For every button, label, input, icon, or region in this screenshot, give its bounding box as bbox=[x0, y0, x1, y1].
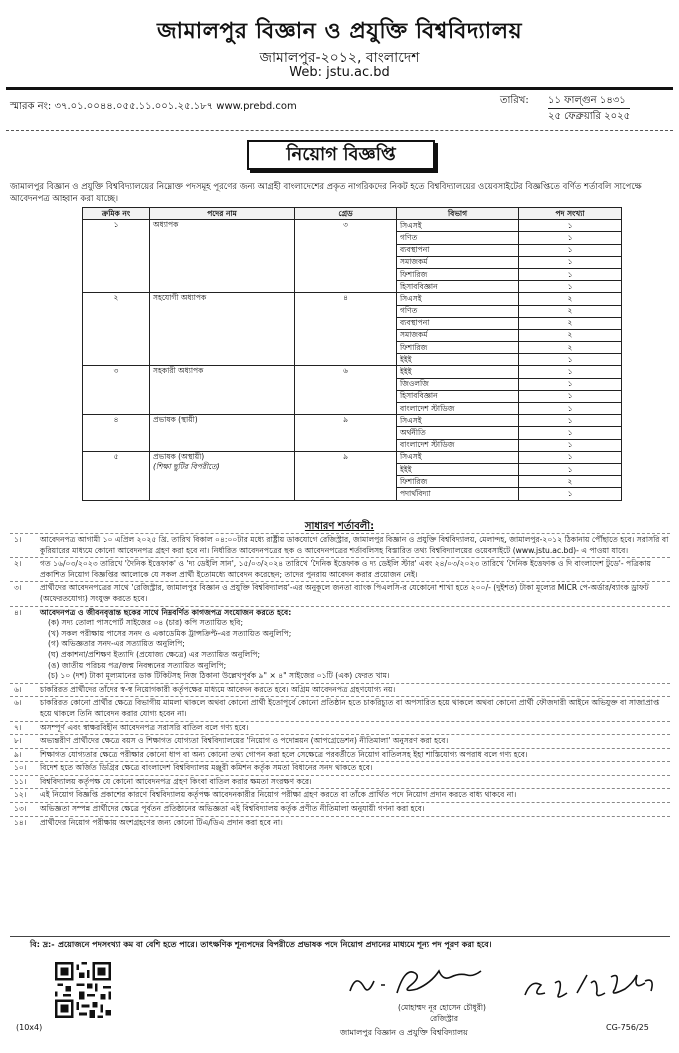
condition-item bbox=[10, 802, 670, 816]
col-header-post: পদের নাম bbox=[150, 208, 295, 220]
post-name: অধ্যাপক bbox=[153, 220, 179, 230]
condition-item bbox=[10, 734, 670, 748]
cell-post-count: ১ bbox=[519, 378, 622, 390]
condition-text: শিক্ষাগত যোগ্যতার ক্ষেত্রে পরীক্ষার কোনো ধাপ বা অন্য কোনো তথ্য গোপন করা হলে সেক্ষেত্রে পরবর্তীতে নিয়োগ বাতিলসহ ইহা শাস্তিযোগ্য অপরাধ বলে গণ্য হবে। bbox=[40, 749, 528, 759]
handwritten-signature bbox=[345, 963, 665, 1003]
cell-post-count: ১ bbox=[519, 244, 622, 256]
condition-subitem: (ঘ) প্রকাশনা/প্রশিক্ষণ ইত্যাদি (প্রযোজ্য ক্ষেত্রে) এর সত্যায়িত অনুলিপি; bbox=[48, 649, 261, 659]
cell-sl: ৫ bbox=[83, 451, 150, 500]
note-label: বি: দ্র:- bbox=[30, 940, 55, 949]
cell-grade: ৯ bbox=[295, 415, 397, 452]
condition-number: ১৩। bbox=[14, 804, 27, 814]
condition-number: ৬। bbox=[14, 684, 22, 694]
note bbox=[10, 936, 670, 951]
post-name: প্রভাষক (অস্থায়ী) bbox=[153, 451, 205, 461]
post-name: সহকারী অধ্যাপক bbox=[153, 366, 204, 376]
cell-department: ফিশারিজ bbox=[397, 268, 519, 280]
post-note: (শিক্ষা ছুটির বিপরীতে) bbox=[153, 461, 220, 471]
condition-text: এই নিয়োগ বিজ্ঞপ্তি প্রকাশের কারণে বিশ্ববিদ্যালয় কর্তৃপক্ষ আবেদনকারীর নিয়োগ পরীক্ষা গ্রহণ করতে বা তাঁকে প্রার্থিত পদে নিয়োগ প্রদান করতে বাধ্য থাকবে না। bbox=[40, 790, 517, 800]
condition-number: ১। bbox=[14, 535, 22, 544]
condition-text: আবেদনপত্র ও জীবনবৃত্তান্ত ছকের সাথে নিম্নবর্ণিত কাগজপত্র সংযোজন করতে হবে: bbox=[40, 607, 292, 617]
cell-department: সমাজকর্ম bbox=[397, 256, 519, 268]
condition-number: ১০। bbox=[14, 763, 27, 773]
signatory-organization: জামালপুর বিজ্ঞান ও প্রযুক্তি বিশ্ববিদ্যালয় bbox=[340, 1028, 468, 1037]
cell-department: ইইই bbox=[397, 354, 519, 366]
cell-sl: ১ bbox=[83, 220, 150, 293]
condition-text: চাকরিরত কোনো প্রার্থীর ক্ষেত্রে বিভাগীয় মামলা থাকলে অথবা কোনো প্রার্থী ইতোপূর্বে কোনো প্রতিষ্ঠান হতে চাকরিচ্যুত বা অপসারিত হয়ে থাকলে অথবা কোনো প্রার্থী ফৌজদারী আইনে অভিযুক্ত বা সাজাপ্রাপ্ত হয়ে থাকলে তিনি আবেদন করার যোগ্য হবেন না। bbox=[40, 698, 660, 718]
cell-post-count: ১ bbox=[519, 439, 622, 451]
cell-department: ইইই bbox=[397, 366, 519, 378]
cell-post-count: ১ bbox=[519, 232, 622, 244]
cell-post-count: ১ bbox=[519, 354, 622, 366]
cell-department: সমাজকর্ম bbox=[397, 329, 519, 341]
cell-post bbox=[150, 293, 295, 366]
condition-text: আবেদনপত্র আগামী ১০ এপ্রিল ২০২৫ খ্রি. তারিখ বিকাল ০৪:০০টার মধ্যে রাষ্ট্রীয় ডাকযোগে রেজিস্ট্রার, জামালপুর বিজ্ঞান ও প্রযুক্তি বিশ্ববিদ্যালয়, মেলান্দহ, জামালপুর-২০১২ ঠিকানায় পৌঁছাতে হবে। সরাসরি বা কুরিয়ারের মাধ্যমে কোনো আবেদনপত্র গ্রহণ করা হবে না। নির্ধারিত আবেদনপত্রের ছক ও আবেদনপত্রের শর্তাবলিসহ বিস্তারিত তথ্য বিশ্ববিদ্যালয়ের ওয়েবসাইটে (www.jstu.ac.bd)- এ পাওয়া যাবে। bbox=[40, 535, 669, 555]
cell-department: গণিত bbox=[397, 305, 519, 317]
posts-table bbox=[82, 207, 622, 501]
condition-item bbox=[10, 557, 670, 581]
condition-text: প্রার্থীদের আবেদনপত্রের সাথে 'রেজিস্ট্রার, জামালপুর বিজ্ঞান ও প্রযুক্তি বিশ্ববিদ্যালয়'-এর অনুকূলে জনতা ব্যাংক পিএলসি-র যেকোনো শাখা হতে ২০০/- (দুইশত) টাকা মূল্যের MICR পে-অর্ডার/ব্যাংক ড্রাফট (অফেরতযোগ্য) সংযুক্ত করতে হবে। bbox=[40, 583, 649, 603]
cell-post-count: ১ bbox=[519, 366, 622, 378]
post-name: সহযোগী অধ্যাপক bbox=[153, 293, 207, 303]
cell-post-count: ১ bbox=[519, 427, 622, 439]
cell-department: পদার্থবিদ্যা bbox=[397, 488, 519, 500]
cell-sl: ৪ bbox=[83, 415, 150, 452]
date-block bbox=[500, 93, 631, 124]
cell-department: ব্যবস্থাপনা bbox=[397, 317, 519, 329]
condition-number: ৪। bbox=[14, 607, 22, 617]
condition-number: ৯। bbox=[14, 749, 22, 759]
condition-subitem: (ক) সদ্য তোলা পাসপোর্ট সাইজের ০৪ (চার) কপি সত্যায়িত ছবি; bbox=[48, 618, 244, 628]
header-divider bbox=[6, 87, 673, 90]
cell-grade: ৯ bbox=[295, 451, 397, 500]
cell-post bbox=[150, 220, 295, 293]
condition-number: ২। bbox=[14, 559, 22, 569]
cell-department: অর্থনীতি bbox=[397, 427, 519, 439]
cell-grade: ৬ bbox=[295, 366, 397, 415]
cell-post-count: ১ bbox=[519, 451, 622, 463]
cell-department: বাংলাদেশ স্টাডিজ bbox=[397, 439, 519, 451]
col-header-department: বিভাগ bbox=[397, 208, 519, 220]
cell-post-count: ২ bbox=[519, 342, 622, 354]
qr-code-icon bbox=[55, 962, 111, 1018]
conditions-list bbox=[10, 533, 670, 829]
table-header-row bbox=[83, 208, 622, 220]
cell-post-count: ১ bbox=[519, 390, 622, 402]
ad-size-tag: (10x4) bbox=[16, 1023, 43, 1032]
cell-department: সিএসই bbox=[397, 415, 519, 427]
condition-number: ১৪। bbox=[14, 817, 27, 827]
cell-department: সিএসই bbox=[397, 220, 519, 232]
condition-item bbox=[10, 816, 670, 830]
cell-post-count: ২ bbox=[519, 476, 622, 488]
cell-post-count: ১ bbox=[519, 281, 622, 293]
condition-item bbox=[10, 683, 670, 697]
signatory-designation: রেজিস্ট্রার bbox=[430, 1014, 459, 1023]
condition-item bbox=[10, 696, 670, 720]
intro-paragraph: জামালপুর বিজ্ঞান ও প্রযুক্তি বিশ্ববিদ্যালয়ের নিম্নোক্ত পদসমূহ পূরণের জন্য আগ্রহী বাংলাদেশের প্রকৃত নাগরিকদের নিকট হতে বিশ্ববিদ্যালয়ের ওয়েবসাইটের বিজ্ঞপ্তিতে বর্ণিত শর্তাবলি সাপেক্ষে আবেদনপত্র আহ্বান করা যাচ্ছে। bbox=[10, 182, 642, 204]
condition-text: চাকরিরত প্রার্থীদের তাঁদের স্ব-স্ব নিয়োগকারী কর্তৃপক্ষের মাধ্যমে আবেদন করতে হবে। অগ্রিম আবেদনপত্র গ্রহণযোগ্য নয়। bbox=[40, 684, 396, 694]
cell-department: ব্যবস্থাপনা bbox=[397, 244, 519, 256]
cell-post bbox=[150, 415, 295, 452]
signatory-name: (মোহাম্মদ নূর হোসেন চৌধুরী) bbox=[398, 1003, 486, 1012]
cell-post-count: ২ bbox=[519, 317, 622, 329]
cell-department: হিসাববিজ্ঞান bbox=[397, 390, 519, 402]
cell-post-count: ১ bbox=[519, 415, 622, 427]
cell-department: ফিশারিজ bbox=[397, 342, 519, 354]
condition-item bbox=[10, 606, 670, 683]
notice-title: নিয়োগ বিজ্ঞপ্তি bbox=[247, 140, 435, 170]
table-row bbox=[83, 451, 622, 463]
cell-sl: ৩ bbox=[83, 366, 150, 415]
condition-text: অভিজ্ঞতা সম্পন্ন প্রার্থীদের ক্ষেত্রে পূর্বতন প্রতিষ্ঠানের অভিজ্ঞতা এই বিশ্ববিদ্যালয় কর্তৃক প্রণীত নীতিমালা অনুযায়ী গণনা করা হবে। bbox=[40, 804, 425, 814]
condition-item bbox=[10, 721, 670, 735]
cell-department: ফিশারিজ bbox=[397, 476, 519, 488]
cell-department: গণিত bbox=[397, 232, 519, 244]
col-header-grade: গ্রেড bbox=[295, 208, 397, 220]
condition-text: অসম্পূর্ণ এবং স্বাক্ষরবিহীন আবেদনপত্র সরাসরি বাতিল বলে গণ্য হবে। bbox=[40, 722, 249, 732]
cell-post-count: ১ bbox=[519, 256, 622, 268]
memo-number: স্মারক নং: ৩৭.০১.০০৪৪.০৫৫.১১.০০১.২৫.১৮৭ www.prebd.com bbox=[10, 101, 297, 112]
cell-post-count: ১ bbox=[519, 488, 622, 500]
table-row bbox=[83, 415, 622, 427]
cell-grade: ৪ bbox=[295, 293, 397, 366]
cell-grade: ৩ bbox=[295, 220, 397, 293]
condition-number: ৭। bbox=[14, 722, 22, 732]
condition-number: ৬। bbox=[14, 698, 22, 708]
cell-department: জিওলজি bbox=[397, 378, 519, 390]
condition-text: প্রার্থীদের নিয়োগ পরীক্ষায় অংশগ্রহণের জন্য কোনো টিএ/ডিএ প্রদান করা হবে না। bbox=[40, 817, 283, 827]
university-title: জামালপুর বিজ্ঞান ও প্রযুক্তি বিশ্ববিদ্যালয় bbox=[156, 19, 523, 44]
cell-department: ইইই bbox=[397, 463, 519, 475]
cell-post-count: ২ bbox=[519, 305, 622, 317]
cell-sl: ২ bbox=[83, 293, 150, 366]
condition-subitem: (খ) সকল পরীক্ষায় পাসের সনদ ও একাডেমিক ট্রান্সক্রিপ্ট-এর সত্যায়িত অনুলিপি; bbox=[48, 628, 292, 638]
ad-code-tag: CG-756/25 bbox=[606, 1023, 649, 1032]
condition-subitem: (চ) ১০ (দশ) টাকা মূল্যমানের ডাক টিকিটসহ নিজ ঠিকানা উল্লেখপূর্বক ৯" × ৪" সাইজের ০১টি (এক) ফেরত খাম। bbox=[48, 671, 390, 681]
university-address: জামালপুর-২০১২, বাংলাদেশ bbox=[259, 50, 420, 66]
condition-item bbox=[10, 761, 670, 775]
cell-department: হিসাববিজ্ঞান bbox=[397, 281, 519, 293]
cell-post-count: ১ bbox=[519, 220, 622, 232]
condition-item bbox=[10, 581, 670, 605]
cell-department: সিএসই bbox=[397, 293, 519, 305]
condition-number: ১১। bbox=[14, 776, 27, 786]
condition-item bbox=[10, 533, 670, 557]
cell-post bbox=[150, 366, 295, 415]
condition-subitem: (ঙ) জাতীয় পরিচয় পত্র/জন্ম নিবন্ধনের সত্যায়িত অনুলিপি; bbox=[48, 660, 227, 670]
table-row bbox=[83, 366, 622, 378]
condition-text: অভ্যন্তরীণ প্রার্থীদের ক্ষেত্রে বয়স ও শিক্ষাগত যোগ্যতা বিশ্ববিদ্যালয়ের 'নিয়োগ ও পদোন্নয়ন (আপগ্রেডেশন) নীতিমালা' অনুসরণ করা হবে। bbox=[40, 736, 449, 746]
cell-post bbox=[150, 451, 295, 500]
table-row bbox=[83, 293, 622, 305]
cell-post-count: ১ bbox=[519, 403, 622, 415]
condition-number: ১২। bbox=[14, 790, 27, 800]
date-bangla: ১১ ফাল্গুন ১৪৩১ bbox=[548, 93, 630, 109]
condition-text: গত ১৬/০৩/২০২৩ তারিখে 'দৈনিক ইত্তেফাক' ও 'দ্য ডেইলি সান', ১৫/০৩/২০২৪ তারিখে 'দৈনিক ইত্তেফাক ও দ্য ডেইলি স্টার' এবং ২৪/০৩/২০২৩ তারিখে 'দৈনিক ইত্তেফাক ও দি বাংলাদেশ টুডে'- পত্রিকায় প্রকাশিত নিয়োগ বিজ্ঞপ্তির আলোকে যে সকল প্রার্থী ইতোমধ্যে আবেদন করেছেন; তাদের পুনরায় আবেদন করার প্রয়োজন নেই। bbox=[40, 559, 651, 579]
condition-item bbox=[10, 788, 670, 802]
condition-text: বিশ্ববিদ্যালয় কর্তৃপক্ষ যে কোনো আবেদনপত্র গ্রহণ কিংবা বাতিল করার ক্ষমতা সংরক্ষণ করে। bbox=[40, 776, 312, 786]
cell-department: সিএসই bbox=[397, 451, 519, 463]
post-name: প্রভাষক (স্থায়ী) bbox=[153, 415, 198, 425]
date-label: তারিখ: bbox=[500, 95, 529, 106]
cell-department: বাংলাদেশ স্টাডিজ bbox=[397, 403, 519, 415]
conditions-title: সাধারণ শর্তাবলী: bbox=[304, 521, 375, 532]
cell-post-count: ২ bbox=[519, 329, 622, 341]
condition-number: ৩। bbox=[14, 583, 22, 593]
condition-text: বিদেশ হতে অর্জিত ডিগ্রির ক্ষেত্রে বাংলাদেশ বিশ্ববিদ্যালয় মঞ্জুরী কমিশন কর্তৃক সমতা বিধানের সনদ থাকতে হবে। bbox=[40, 763, 373, 773]
cell-post-count: ১ bbox=[519, 463, 622, 475]
university-website: Web: jstu.ac.bd bbox=[289, 65, 390, 80]
date-english: ২৫ ফেব্রুয়ারি ২০২৫ bbox=[548, 111, 631, 122]
cell-post-count: ১ bbox=[519, 268, 622, 280]
condition-item bbox=[10, 748, 670, 762]
condition-item bbox=[10, 775, 670, 789]
condition-number: ৮। bbox=[14, 736, 22, 746]
table-row bbox=[83, 220, 622, 232]
note-text: প্রয়োজনে পদসংখ্যা কম বা বেশি হতে পারে। তাৎক্ষণিক শূন্যপদের বিপরীতে প্রভাষক পদে নিয়োগ প্রদানের মাধ্যমে শূন্য পদ পূরণ করা হবে। bbox=[58, 940, 492, 949]
col-header-sl: ক্রমিক নং bbox=[83, 208, 150, 220]
condition-subitem: (গ) অভিজ্ঞতার সনদ-এর সত্যায়িত অনুলিপি; bbox=[48, 639, 185, 649]
cell-post-count: ২ bbox=[519, 293, 622, 305]
memo-divider bbox=[6, 130, 673, 131]
col-header-count: পদ সংখ্যা bbox=[519, 208, 622, 220]
